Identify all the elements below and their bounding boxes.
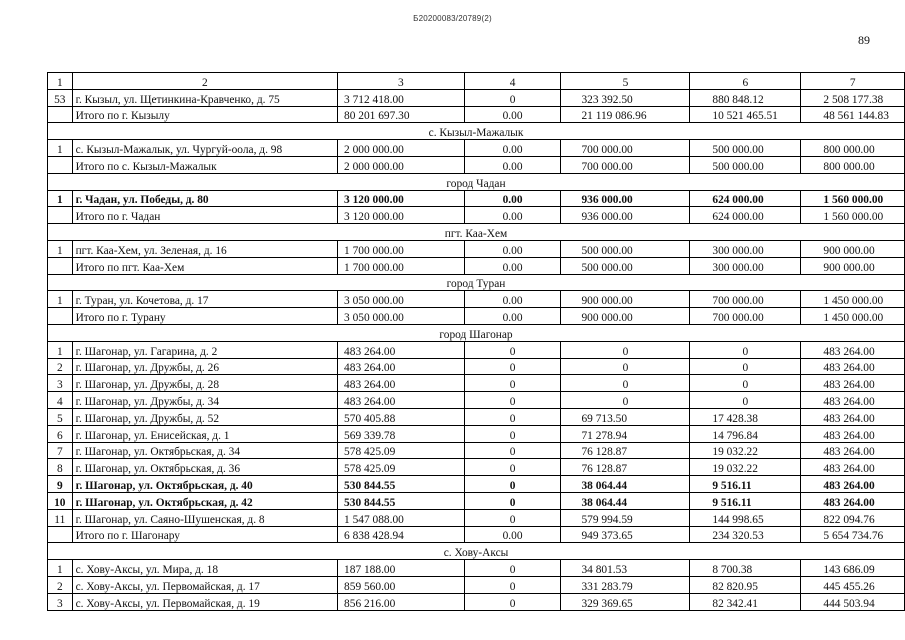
table-row (48, 492, 905, 509)
local-budget-cell: 234 320.53 (690, 526, 801, 543)
address-cell: Итого по г. Турану (72, 308, 337, 325)
row-number-cell: 9 (48, 476, 73, 493)
total-cost-cell: 1 700 000.00 (338, 257, 465, 274)
total-row (48, 156, 905, 173)
table-row (48, 190, 905, 207)
owners-cell: 483 264.00 (801, 442, 905, 459)
fund-cell: 0 (464, 341, 561, 358)
budget-cell: 38 064.44 (561, 476, 690, 493)
table-row (48, 459, 905, 476)
local-budget-cell: 82 820.95 (690, 576, 801, 593)
budget-cell: 323 392.50 (561, 89, 690, 106)
section-label: с. Хову-Аксы (48, 543, 905, 560)
total-cost-cell: 187 188.00 (338, 560, 465, 577)
owners-cell: 445 455.26 (801, 576, 905, 593)
fund-cell: 0 (464, 408, 561, 425)
local-budget-cell: 880 848.12 (690, 89, 801, 106)
owners-cell: 483 264.00 (801, 459, 905, 476)
owners-cell: 143 686.09 (801, 560, 905, 577)
address-cell: Итого по с. Кызыл-Мажалык (72, 156, 337, 173)
table-row (48, 291, 905, 308)
address-cell: г. Шагонар, ул. Гагарина, д. 2 (72, 341, 337, 358)
budget-cell: 0 (561, 358, 690, 375)
total-cost-cell: 1 700 000.00 (338, 240, 465, 257)
budget-cell: 71 278.94 (561, 425, 690, 442)
address-cell: г. Шагонар, ул. Саяно-Шушенская, д. 8 (72, 509, 337, 526)
budget-cell: 38 064.44 (561, 492, 690, 509)
owners-cell: 900 000.00 (801, 257, 905, 274)
row-number-cell: 53 (48, 89, 73, 106)
total-cost-cell: 530 844.55 (338, 476, 465, 493)
budget-cell: 0 (561, 375, 690, 392)
address-cell: с. Кызыл-Мажалык, ул. Чургуй-оола, д. 98 (72, 140, 337, 157)
owners-cell: 1 450 000.00 (801, 308, 905, 325)
table-row (48, 560, 905, 577)
local-budget-cell: 17 428.38 (690, 408, 801, 425)
total-cost-cell: 530 844.55 (338, 492, 465, 509)
total-row (48, 207, 905, 224)
section-header-row (48, 224, 905, 241)
document-id: Б20200083/20789(2) (413, 14, 492, 23)
table-row (48, 240, 905, 257)
row-number-cell: 1 (48, 190, 73, 207)
fund-cell: 0 (464, 442, 561, 459)
row-number-cell: 2 (48, 358, 73, 375)
owners-cell: 5 654 734.76 (801, 526, 905, 543)
table-row (48, 375, 905, 392)
row-number-cell: 11 (48, 509, 73, 526)
budget-cell: 936 000.00 (561, 190, 690, 207)
owners-cell: 483 264.00 (801, 492, 905, 509)
address-cell: Итого по г. Кызылу (72, 106, 337, 123)
budget-cell: 900 000.00 (561, 308, 690, 325)
local-budget-cell: 624 000.00 (690, 190, 801, 207)
row-number-cell: 3 (48, 375, 73, 392)
section-label: пгт. Каа-Хем (48, 224, 905, 241)
budget-cell: 700 000.00 (561, 156, 690, 173)
owners-cell: 483 264.00 (801, 358, 905, 375)
local-budget-cell: 300 000.00 (690, 257, 801, 274)
row-number-cell: 1 (48, 240, 73, 257)
row-number-cell: 8 (48, 459, 73, 476)
local-budget-cell: 9 516.11 (690, 492, 801, 509)
section-header-row (48, 324, 905, 341)
address-cell: г. Шагонар, ул. Дружбы, д. 52 (72, 408, 337, 425)
table-row (48, 425, 905, 442)
fund-cell: 0 (464, 89, 561, 106)
header-cell: 4 (464, 73, 561, 90)
fund-cell: 0 (464, 392, 561, 409)
fund-cell: 0 (464, 358, 561, 375)
fund-cell: 0.00 (464, 106, 561, 123)
header-cell: 2 (72, 73, 337, 90)
total-row (48, 106, 905, 123)
local-budget-cell: 700 000.00 (690, 291, 801, 308)
total-cost-cell: 3 120 000.00 (338, 207, 465, 224)
fund-cell: 0.00 (464, 291, 561, 308)
address-cell: г. Шагонар, ул. Енисейская, д. 1 (72, 425, 337, 442)
row-number-cell: 2 (48, 576, 73, 593)
section-header-row (48, 274, 905, 291)
local-budget-cell: 8 700.38 (690, 560, 801, 577)
fund-cell: 0 (464, 509, 561, 526)
total-cost-cell: 80 201 697.30 (338, 106, 465, 123)
address-cell: г. Кызыл, ул. Щетинкина-Кравченко, д. 75 (72, 89, 337, 106)
table-row (48, 593, 905, 610)
total-cost-cell: 578 425.09 (338, 442, 465, 459)
header-cell: 5 (561, 73, 690, 90)
fund-cell: 0 (464, 576, 561, 593)
fund-cell: 0.00 (464, 257, 561, 274)
budget-cell: 34 801.53 (561, 560, 690, 577)
address-cell: Итого по пгт. Каа-Хем (72, 257, 337, 274)
section-label: с. Кызыл-Мажалык (48, 123, 905, 140)
total-cost-cell: 483 264.00 (338, 375, 465, 392)
address-cell: г. Шагонар, ул. Дружбы, д. 26 (72, 358, 337, 375)
table-row (48, 509, 905, 526)
total-cost-cell: 483 264.00 (338, 341, 465, 358)
owners-cell: 1 450 000.00 (801, 291, 905, 308)
budget-cell: 69 713.50 (561, 408, 690, 425)
local-budget-cell: 624 000.00 (690, 207, 801, 224)
address-cell: г. Шагонар, ул. Дружбы, д. 28 (72, 375, 337, 392)
local-budget-cell: 700 000.00 (690, 308, 801, 325)
total-cost-cell: 570 405.88 (338, 408, 465, 425)
budget-cell: 21 119 086.96 (561, 106, 690, 123)
fund-cell: 0.00 (464, 207, 561, 224)
owners-cell: 483 264.00 (801, 476, 905, 493)
address-cell: пгт. Каа-Хем, ул. Зеленая, д. 16 (72, 240, 337, 257)
fund-cell: 0 (464, 425, 561, 442)
row-number-cell: 1 (48, 291, 73, 308)
total-row (48, 257, 905, 274)
owners-cell: 483 264.00 (801, 392, 905, 409)
owners-cell: 800 000.00 (801, 140, 905, 157)
address-cell: г. Шагонар, ул. Октябрьская, д. 42 (72, 492, 337, 509)
table-row (48, 392, 905, 409)
local-budget-cell: 0 (690, 358, 801, 375)
budget-cell: 331 283.79 (561, 576, 690, 593)
local-budget-cell: 0 (690, 341, 801, 358)
address-cell: г. Шагонар, ул. Октябрьская, д. 40 (72, 476, 337, 493)
row-number-cell: 1 (48, 341, 73, 358)
fund-cell: 0 (464, 476, 561, 493)
row-number-cell: 10 (48, 492, 73, 509)
local-budget-cell: 9 516.11 (690, 476, 801, 493)
fund-cell: 0 (464, 492, 561, 509)
address-cell: с. Хову-Аксы, ул. Первомайская, д. 19 (72, 593, 337, 610)
fund-cell: 0.00 (464, 190, 561, 207)
total-cost-cell: 3 050 000.00 (338, 291, 465, 308)
budget-cell: 949 373.65 (561, 526, 690, 543)
budget-cell: 329 369.65 (561, 593, 690, 610)
row-number-cell (48, 257, 73, 274)
row-number-cell: 3 (48, 593, 73, 610)
row-number-cell: 4 (48, 392, 73, 409)
budget-cell: 500 000.00 (561, 257, 690, 274)
row-number-cell: 1 (48, 140, 73, 157)
row-number-cell (48, 526, 73, 543)
address-cell: с. Хову-Аксы, ул. Мира, д. 18 (72, 560, 337, 577)
owners-cell: 483 264.00 (801, 408, 905, 425)
fund-cell: 0 (464, 375, 561, 392)
total-cost-cell: 1 547 088.00 (338, 509, 465, 526)
fund-cell: 0.00 (464, 240, 561, 257)
budget-cell: 500 000.00 (561, 240, 690, 257)
table-body (48, 73, 905, 611)
total-cost-cell: 856 216.00 (338, 593, 465, 610)
budget-cell: 76 128.87 (561, 459, 690, 476)
row-number-cell: 6 (48, 425, 73, 442)
fund-cell: 0 (464, 593, 561, 610)
header-cell: 1 (48, 73, 73, 90)
local-budget-cell: 500 000.00 (690, 156, 801, 173)
total-row (48, 526, 905, 543)
table-row (48, 476, 905, 493)
total-cost-cell: 3 050 000.00 (338, 308, 465, 325)
address-cell: с. Хову-Аксы, ул. Первомайская, д. 17 (72, 576, 337, 593)
owners-cell: 483 264.00 (801, 341, 905, 358)
table-row (48, 140, 905, 157)
owners-cell: 1 560 000.00 (801, 190, 905, 207)
total-cost-cell: 2 000 000.00 (338, 156, 465, 173)
address-cell: г. Шагонар, ул. Дружбы, д. 34 (72, 392, 337, 409)
address-cell: Итого по г. Чадан (72, 207, 337, 224)
owners-cell: 822 094.76 (801, 509, 905, 526)
table-row (48, 358, 905, 375)
row-number-cell (48, 308, 73, 325)
total-cost-cell: 3 120 000.00 (338, 190, 465, 207)
address-cell: г. Чадан, ул. Победы, д. 80 (72, 190, 337, 207)
table-row (48, 89, 905, 106)
total-cost-cell: 859 560.00 (338, 576, 465, 593)
budget-cell: 579 994.59 (561, 509, 690, 526)
funding-table (47, 72, 905, 611)
owners-cell: 483 264.00 (801, 425, 905, 442)
section-label: город Туран (48, 274, 905, 291)
total-cost-cell: 483 264.00 (338, 358, 465, 375)
section-header-row (48, 123, 905, 140)
local-budget-cell: 14 796.84 (690, 425, 801, 442)
row-number-cell (48, 106, 73, 123)
table-header-row (48, 73, 905, 90)
table-row (48, 341, 905, 358)
fund-cell: 0.00 (464, 156, 561, 173)
row-number-cell: 1 (48, 560, 73, 577)
header-cell: 6 (690, 73, 801, 90)
fund-cell: 0.00 (464, 140, 561, 157)
fund-cell: 0 (464, 560, 561, 577)
fund-cell: 0.00 (464, 308, 561, 325)
total-cost-cell: 569 339.78 (338, 425, 465, 442)
section-header-row (48, 173, 905, 190)
table-row (48, 408, 905, 425)
section-label: город Шагонар (48, 324, 905, 341)
address-cell: г. Шагонар, ул. Октябрьская, д. 36 (72, 459, 337, 476)
section-label: город Чадан (48, 173, 905, 190)
address-cell: г. Туран, ул. Кочетова, д. 17 (72, 291, 337, 308)
total-cost-cell: 2 000 000.00 (338, 140, 465, 157)
local-budget-cell: 0 (690, 375, 801, 392)
local-budget-cell: 19 032.22 (690, 442, 801, 459)
local-budget-cell: 19 032.22 (690, 459, 801, 476)
header-cell: 3 (338, 73, 465, 90)
budget-cell: 0 (561, 341, 690, 358)
row-number-cell: 7 (48, 442, 73, 459)
budget-cell: 900 000.00 (561, 291, 690, 308)
owners-cell: 1 560 000.00 (801, 207, 905, 224)
local-budget-cell: 0 (690, 392, 801, 409)
row-number-cell (48, 207, 73, 224)
address-cell: г. Шагонар, ул. Октябрьская, д. 34 (72, 442, 337, 459)
local-budget-cell: 500 000.00 (690, 140, 801, 157)
total-cost-cell: 3 712 418.00 (338, 89, 465, 106)
budget-cell: 936 000.00 (561, 207, 690, 224)
row-number-cell (48, 156, 73, 173)
fund-cell: 0 (464, 459, 561, 476)
budget-cell: 700 000.00 (561, 140, 690, 157)
owners-cell: 483 264.00 (801, 375, 905, 392)
owners-cell: 444 503.94 (801, 593, 905, 610)
owners-cell: 900 000.00 (801, 240, 905, 257)
local-budget-cell: 300 000.00 (690, 240, 801, 257)
row-number-cell: 5 (48, 408, 73, 425)
local-budget-cell: 82 342.41 (690, 593, 801, 610)
total-row (48, 308, 905, 325)
owners-cell: 48 561 144.83 (801, 106, 905, 123)
budget-cell: 76 128.87 (561, 442, 690, 459)
section-header-row (48, 543, 905, 560)
page-number: 89 (858, 33, 870, 47)
fund-cell: 0.00 (464, 526, 561, 543)
owners-cell: 2 508 177.38 (801, 89, 905, 106)
total-cost-cell: 578 425.09 (338, 459, 465, 476)
table-row (48, 576, 905, 593)
local-budget-cell: 144 998.65 (690, 509, 801, 526)
header-cell: 7 (801, 73, 905, 90)
total-cost-cell: 6 838 428.94 (338, 526, 465, 543)
table-row (48, 442, 905, 459)
total-cost-cell: 483 264.00 (338, 392, 465, 409)
address-cell: Итого по г. Шагонару (72, 526, 337, 543)
local-budget-cell: 10 521 465.51 (690, 106, 801, 123)
owners-cell: 800 000.00 (801, 156, 905, 173)
budget-cell: 0 (561, 392, 690, 409)
